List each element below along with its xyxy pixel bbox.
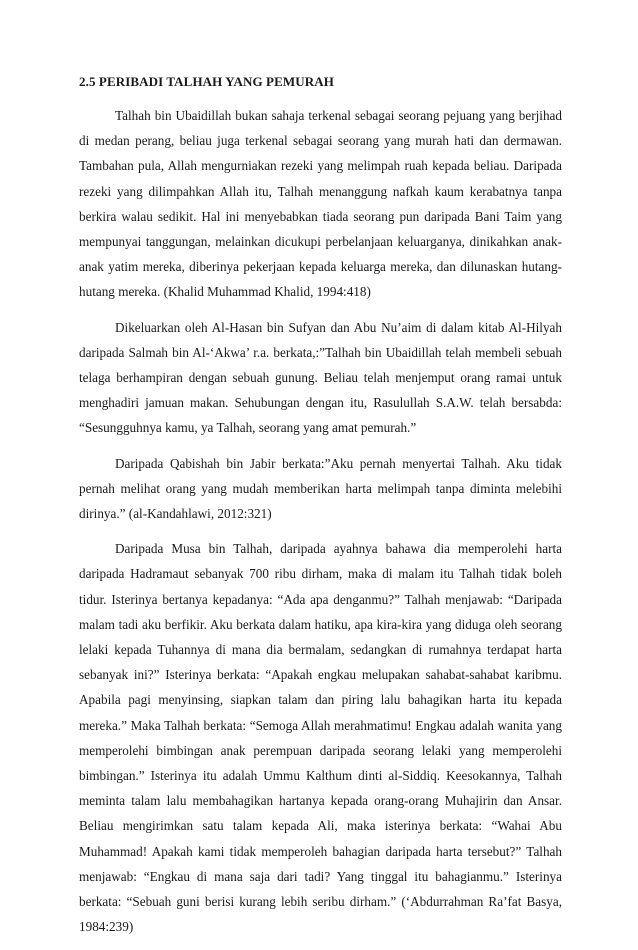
paragraph-generosity: Talhah bin Ubaidillah bukan sahaja terkenal sebagai seorang pejuang yang berjihad di medan perang, beliau juga terkenal sebagai seorang yang murah hati dan dermawan. Tambahan pula, Allah mengurniakan rezeki yang melimpah ruah kepada beliau. Daripada rezeki yang dilimpahkan Allah itu, Talhah menanggung nafkah kaum kerabatnya tanpa berkira walau sedikit. Hal ini menyebabkan tiada seorang pun daripada Bani Taim yang mempunyai tanggungan, melainkan dicukupi perbelanjaan keluarganya, dinikahkan anak-anak yatim mereka, diberinya pekerjaan kepada keluarga mereka, dan dilunaskan hutang-hutang mereka. (Khalid Muhammad Khalid, 1994:418) [79, 108, 562, 300]
paragraph-well-purchase: Dikeluarkan oleh Al-Hasan bin Sufyan dan Abu Nu’aim di dalam kitab Al-Hilyah daripada Salmah bin Al-‘Akwa’ r.a. berkata,:”Talhah bin Ubaidillah telah membeli sebuah telaga berhampiran dengan sebuah gunung. Beliau telah menjemput orang ramai untuk menghadiri jamuan makan. Sehubungan dengan itu, Rasulullah S.A.W. telah bersabda: “Sesungguhnya kamu, ya Talhah, seorang yang amat pemurah.” [79, 319, 562, 436]
paragraph-qabishah: Daripada Qabishah bin Jabir berkata:”Aku pernah menyertai Talhah. Aku tidak pernah melihat orang yang mudah memberikan harta melimpah tanpa diminta melebihi dirinya.” (al-Kandahlawi, 2012:321) [79, 455, 562, 522]
document-body [79, 71, 562, 950]
paragraph-hadramaut-wealth: Daripada Musa bin Talhah, daripada ayahnya bahawa dia memperolehi harta daripada Hadramaut sebanyak 700 ribu dirham, maka di malam itu Talhah tidak boleh tidur. Isterinya bertanya kepadanya: “Ada apa denganmu?” Talhah menjawab: “Daripada malam tadi aku berfikir. Aku berkata dalam hatiku, apa kira-kira yang diduga oleh seorang lelaki kepada Tuhannya di mana dia bermalam, sedangkan di rumahnya terdapat harta sebanyak ini?” Isterinya berkata: “Apakah engkau melupakan sahabat-sahabat karibmu. Apabila pagi menyinsing, siapkan talam dan piring lalu bahagikan harta itu kepada mereka.” Maka Talhah berkata: “Semoga Allah merahmatimu! Engkau adalah wanita yang memperolehi bimbingan anak perempuan daripada seorang lelaki yang memperolehi bimbingan.” Isterinya itu adalah Ummu Kalthum dinti al-Siddiq. Keesokannya, Talhah meminta talam lalu membahagikan hartanya kepada orang-orang Muhajirin dan Ansar. Beliau mengirimkan satu talam kepada Ali, maka isterinya berkata: “Wahai Abu Muhammad! Apakah kami tidak memperoleh bahagian daripada harta tersebut?” Talhah menjawab: “Engkau di mana saja dari tadi? Yang tinggal itu bahagianmu.” Isterinya berkata: “Sebuah guni berisi kurang lebih seribu dirham.” (‘Abdurrahman Ra’fat Basya, 1984:239) [79, 541, 562, 935]
section-heading: 2.5 PERIBADI TALHAH YANG PEMURAH [79, 74, 334, 89]
